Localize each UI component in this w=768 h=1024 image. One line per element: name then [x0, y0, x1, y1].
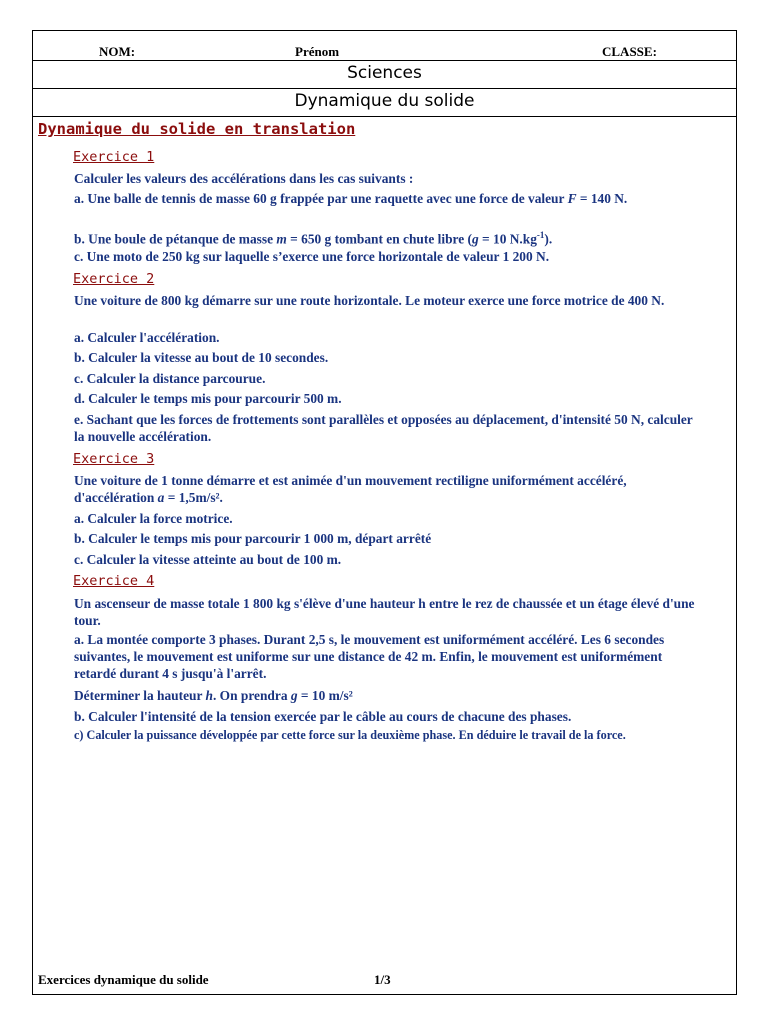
- exercise-4-intro: Un ascenseur de masse totale 1 800 kg s'élève d'une hauteur h entre le rez de chaussée et un étage élevé d'une tour.: [74, 596, 695, 628]
- section-title: Dynamique du solide en translation: [38, 120, 356, 138]
- exercise-1-question-c: c. Une moto de 250 kg sur laquelle s’exerce une force horizontale de valeur 1 200 N.: [74, 249, 550, 264]
- exercise-3-question-c: c. Calculer la vitesse atteinte au bout de 100 m.: [74, 552, 342, 567]
- exercise-4-question-b: b. Calculer l'intensité de la tension exercée par le câble au cours de chacune des phases.: [74, 709, 572, 724]
- chapter-title: Dynamique du solide: [294, 91, 475, 111]
- exercise-2-question-d: d. Calculer le temps mis pour parcourir 500 m.: [74, 391, 342, 406]
- worksheet-frame: [32, 30, 737, 995]
- exercise-4-determine-height: Déterminer la hauteur h. On prendra g = 10 m/s²: [74, 688, 353, 703]
- exercise-4-title: Exercice 4: [73, 573, 155, 589]
- subject-title: Sciences: [347, 63, 422, 83]
- page-number: 1/3: [374, 972, 391, 987]
- exercise-3-question-a: a. Calculer la force motrice.: [74, 511, 233, 526]
- exercise-2-question-e: e. Sachant que les forces de frottements sont parallèles et opposées au déplacement, d'intensité 50 N, calculer la nouvelle accélération.: [74, 412, 693, 444]
- exercise-3-title: Exercice 3: [73, 451, 155, 467]
- exercise-3-question-b: b. Calculer le temps mis pour parcourir 1 000 m, départ arrêté: [74, 531, 432, 546]
- exercise-1-question-a: a. Une balle de tennis de masse 60 g frappée par une raquette avec une force de valeur F = 140 N.: [74, 191, 628, 206]
- exercise-2-question-c: c. Calculer la distance parcourue.: [74, 371, 266, 386]
- exercise-1-title: Exercice 1: [73, 149, 155, 165]
- chapter-row: [33, 89, 736, 117]
- student-info-row: [33, 31, 736, 61]
- prenom-label: Prénom: [295, 44, 340, 59]
- exercise-2-intro: Une voiture de 800 kg démarre sur une route horizontale. Le moteur exerce une force motrice de 400 N.: [74, 293, 665, 308]
- footer-title: Exercices dynamique du solide: [38, 972, 209, 987]
- exercise-2-question-a: a. Calculer l'accélération.: [74, 330, 220, 345]
- exercise-1-question-b: b. Une boule de pétanque de masse m = 650 g tombant en chute libre (g = 10 $N.kg^{-1}$).: [74, 230, 553, 247]
- exercise-2-title: Exercice 2: [73, 271, 155, 287]
- subject-row: [33, 61, 736, 89]
- nom-label: NOM:: [99, 44, 136, 59]
- exercise-2-question-b: b. Calculer la vitesse au bout de 10 secondes.: [74, 350, 329, 365]
- exercise-4-question-c: c) Calculer la puissance développée par cette force sur la deuxième phase. En déduire le travail de la force.: [74, 728, 626, 742]
- exercise-4-question-a: a. La montée comporte 3 phases. Durant 2,5 s, le mouvement est uniformément accéléré. Les 6 secondes suivantes, le mouvement est uniforme sur une distance de 42 m. Enfin, le mouvement est uniformément retardé durant 4 s jusqu'à l'arrêt.: [74, 632, 665, 681]
- classe-label: CLASSE:: [602, 44, 657, 59]
- exercise-1-intro: Calculer les valeurs des accélérations dans les cas suivants :: [74, 171, 414, 186]
- exercise-3-intro: Une voiture de 1 tonne démarre et est animée d'un mouvement rectiligne uniformément accéléré, d'accélération a = 1,5m/s².: [74, 473, 627, 505]
